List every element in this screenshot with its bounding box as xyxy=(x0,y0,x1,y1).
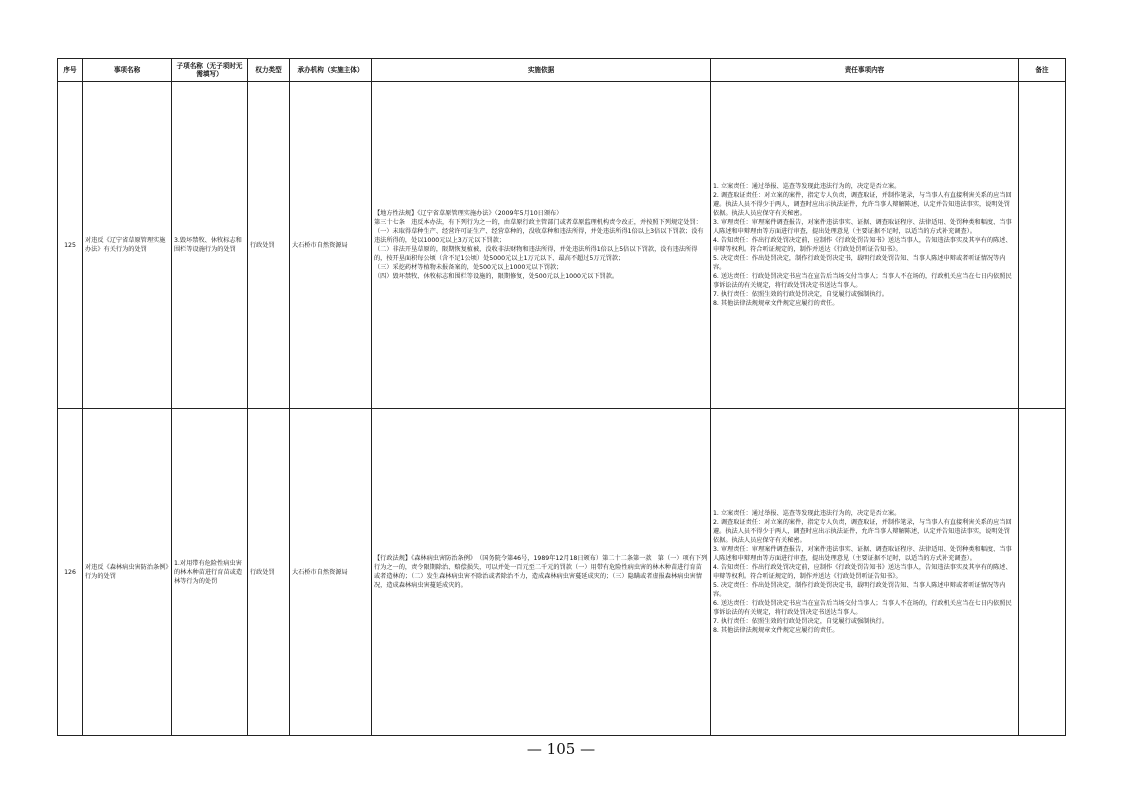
legal-basis: 【地方性法规】《辽宁省草原管理实施办法》（2009年5月10日颁布） 第三十七条 违反本办法，有下列行为之一的，由草原行政主管部门或者草原监理机构责令改正，并按照下列规定处罚： （一）未取得草种生产、经营许可证生产、经营草种的，没收草种和违法所得，并处违法所得1倍以上3倍以下罚款；没有违法所得的，处以1000元以上3万元以下罚款； （二）非法开垦草原的，限期恢复植被，没收非法财物和违法所得，并处违法所得1倍以上5倍以下罚款，没有违法所得的，按开垦面积每公顷（含不足1公顷）处5000元以上1万元以下、最高不超过5万元罚款； （三）采挖药材等植物未报备案的，处500元以上1000元以下罚款； （四）毁坏禁牧、休牧标志和围栏等设施的，限期修复，处500元以上1000元以下罚款。 xyxy=(372,82,711,409)
responsibility-item: 1. 立案责任：通过举报、巡查等发现此违法行为的，决定是否立案。 xyxy=(713,510,901,517)
header-remark: 备注 xyxy=(1019,59,1066,82)
header-row xyxy=(58,59,1066,82)
row-number: 126 xyxy=(58,409,83,736)
row-number: 125 xyxy=(58,82,83,409)
item-name: 对违反《辽宁省草原管理实施办法》有关行为的处罚 xyxy=(83,82,172,409)
table-row xyxy=(58,82,1066,409)
responsibility-item: 6. 送达责任：行政处罚决定书应当在宣告后当场交付当事人；当事人不在场的，行政机关应当在七日内依照民事诉讼法的有关规定，将行政处罚决定书送达当事人。 xyxy=(713,600,1012,616)
responsibility-item: 1. 立案责任：通过举报、巡查等发现此违法行为的，决定是否立案。 xyxy=(713,183,901,190)
header-no: 序号 xyxy=(58,59,83,82)
responsibility-item: 4. 告知责任：作出行政处罚决定前，应制作《行政处罚告知书》送达当事人，告知违法事实及其享有的陈述、申辩等权利。符合听证规定的，制作并送达《行政处罚听证告知书》。 xyxy=(713,237,1012,253)
responsibility-item: 5. 决定责任：作出处罚决定，制作行政处罚决定书，载明行政处罚告知、当事人陈述申辩或者听证情况等内容。 xyxy=(713,582,1006,598)
header-item-name: 事项名称 xyxy=(83,59,172,82)
remark xyxy=(1019,409,1066,736)
sub-item-name: 1.对用带有危险性病虫害的林木种苗进行育苗或造林等行为的处罚 xyxy=(172,409,248,736)
header-agency: 承办机构（实施主体） xyxy=(290,59,372,82)
responsibility-item: 4. 告知责任：作出行政处罚决定前，应制作《行政处罚告知书》送达当事人，告知违法事实及其享有的陈述、申辩等权利。符合听证规定的，制作并送达《行政处罚听证告知书》。 xyxy=(713,564,1012,580)
page-number: — 105 — xyxy=(526,740,596,758)
responsibility-item: 3. 审理责任：审理案件调查报告，对案件违法事实、证据、调查取证程序、法律适用、处罚种类和幅度、当事人陈述和申辩理由等方面进行审查，提出处理意见（主要证据不足时，以适当的方式补充调查）。 xyxy=(713,546,1012,562)
power-type: 行政处罚 xyxy=(248,82,290,409)
responsibility-item: 7. 执行责任：依照生效的行政处罚决定，自觉履行或强制执行。 xyxy=(713,618,888,625)
header-responsibility: 责任事项内容 xyxy=(711,59,1019,82)
responsibility-item: 5. 决定责任：作出处罚决定，制作行政处罚决定书，载明行政处罚告知、当事人陈述申辩或者听证情况等内容。 xyxy=(713,255,1006,271)
responsibility-item: 2. 调查取证责任：对立案的案件，指定专人负责，调查取证，并制作笔录，与当事人有直接利害关系的应当回避。执法人员不得少于两人，调查时应出示执法证件，允许当事人辩解陈述，认定并告知违法事实，说明处罚依据。执法人员应保守有关秘密。 xyxy=(713,192,1012,217)
responsibility-list xyxy=(711,82,1019,409)
header-basis: 实施依据 xyxy=(372,59,711,82)
responsibility-item: 8. 其他法律法规规章文件规定应履行的责任。 xyxy=(713,300,839,307)
responsibility-item: 3. 审理责任：审理案件调查报告，对案件违法事实、证据、调查取证程序、法律适用、处罚种类和幅度、当事人陈述和申辩理由等方面进行审查，提出处理意见（主要证据不足时，以适当的方式补充调查）。 xyxy=(713,219,1012,235)
item-name: 对违反《森林病虫害防治条例》行为的处罚 xyxy=(83,409,172,736)
responsibility-list xyxy=(711,409,1019,736)
responsibility-item: 2. 调查取证责任：对立案的案件，指定专人负责，调查取证，并制作笔录，与当事人有直接利害关系的应当回避。执法人员不得少于两人，调查时应出示执法证件，允许当事人辩解陈述，认定并告知违法事实，说明处罚依据。执法人员应保守有关秘密。 xyxy=(713,519,1012,544)
remark xyxy=(1019,82,1066,409)
power-type: 行政处罚 xyxy=(248,409,290,736)
agency: 大石桥市自然资源局 xyxy=(290,409,372,736)
responsibility-item: 8. 其他法律法规规章文件规定应履行的责任。 xyxy=(713,627,839,634)
sub-item-name: 3.毁坏禁牧、休牧标志和围栏等设施行为的处罚 xyxy=(172,82,248,409)
responsibility-item: 7. 执行责任：依照生效的行政处罚决定，自觉履行或强制执行。 xyxy=(713,291,888,298)
legal-basis: 【行政法规】《森林病虫害防治条例》 （国务院令第46号，1989年12月18日颁布）第二十二条第一款 第（一）项有下列行为之一的，责令限期除治、赔偿损失，可以并处一百元至二千元的罚款（一）用带有危险性病虫害的林木种苗进行育苗或者造林的；（二）发生森林病虫害不除治或者除治不力，造成森林病虫害蔓延成灾的；（三）隐瞒或者虚报森林病虫害情况，造成森林病虫害蔓延成灾的。 xyxy=(372,409,711,736)
table-row xyxy=(58,409,1066,736)
power-list-table xyxy=(57,58,1066,736)
agency: 大石桥市自然资源局 xyxy=(290,82,372,409)
responsibility-item: 6. 送达责任：行政处罚决定书应当在宣告后当场交付当事人；当事人不在场的，行政机关应当在七日内依照民事诉讼法的有关规定，将行政处罚决定书送达当事人。 xyxy=(713,273,1012,289)
header-sub-item: 子项名称（无子项时无需填写） xyxy=(172,59,248,82)
header-power-type: 权力类型 xyxy=(248,59,290,82)
